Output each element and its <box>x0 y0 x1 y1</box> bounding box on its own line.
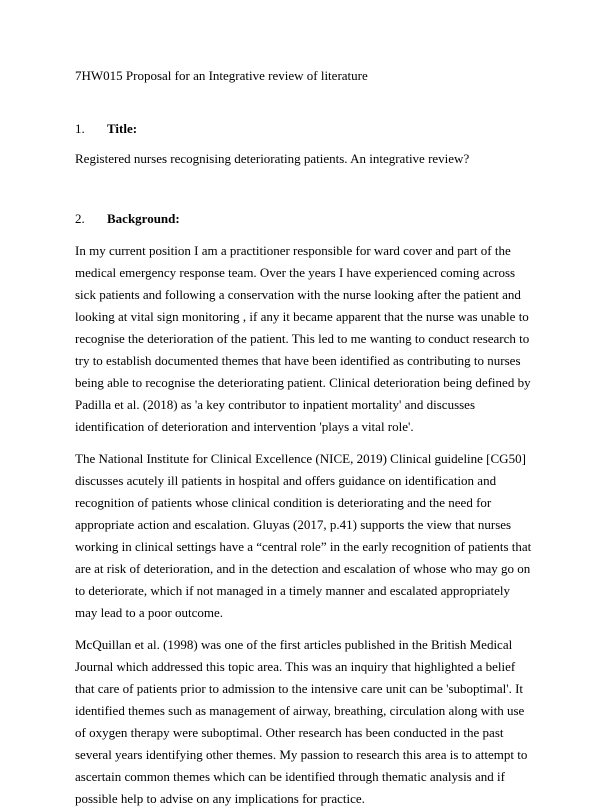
section-2-heading <box>75 209 535 229</box>
section-1-heading <box>75 119 535 139</box>
review-title: Registered nurses recognising deteriorating patients. An integrative review? <box>75 151 470 166</box>
spacer <box>75 169 535 209</box>
section-2-title: Background: <box>107 211 180 226</box>
background-paragraph-2: The National Institute for Clinical Excellence (NICE, 2019) Clinical guideline [CG50] discusses acutely ill patients in hospital and offers guidance on identification and recognition of patients whose clinical condition is deteriorating and the need for appropriate action and escalation. Gluyas (2017, p.41) supports the view that nurses working in clinical settings have a “central role” in the early recognition of patients that are at risk of deterioration, and in the detection and escalation of whose who may go on to deteriorate, which if not managed in a timely manner and escalated appropriately may lead to a poor outcome. <box>75 451 532 620</box>
document-page <box>75 66 535 810</box>
spacer <box>75 438 535 448</box>
section-1-title: Title: <box>107 121 138 136</box>
spacer <box>75 86 535 119</box>
document-header: 7HW015 Proposal for an Integrative review of literature <box>75 68 368 83</box>
spacer <box>75 139 535 149</box>
section-2-number: 2. <box>75 211 85 226</box>
section-1-number: 1. <box>75 121 85 136</box>
background-paragraph-3: McQuillan et al. (1998) was one of the first articles published in the British Medical Journal which addressed this topic area. This was an inquiry that highlighted a belief that care of patients prior to admission to the intensive care unit can be 'suboptimal'. It identified themes such as management of airway, breathing, circulation along with use of oxygen therapy were suboptimal. Other research has been conducted in the past several years identifying other themes. My passion to research this area is to attempt to ascertain common themes which can be identified through thematic analysis and if possible help to advise on any implications for practice. <box>75 637 528 806</box>
spacer <box>75 624 535 634</box>
spacer <box>75 229 535 240</box>
background-paragraph-1: In my current position I am a practitioner responsible for ward cover and part of the medical emergency response team. Over the years I have experienced coming across sick patients and following a conservation with the nurse looking after the patient and looking at vital sign monitoring , if any it became apparent that the nurse was unable to recognise the deterioration of the patient. This led to me wanting to conduct research to try to establish documented themes that have been identified as contributing to nurses being able to recognise the deteriorating patient. Clinical deterioration being defined by Padilla et al. (2018) as 'a key contributor to inpatient mortality' and discusses identification of deterioration and intervention 'plays a vital role'. <box>75 243 531 434</box>
